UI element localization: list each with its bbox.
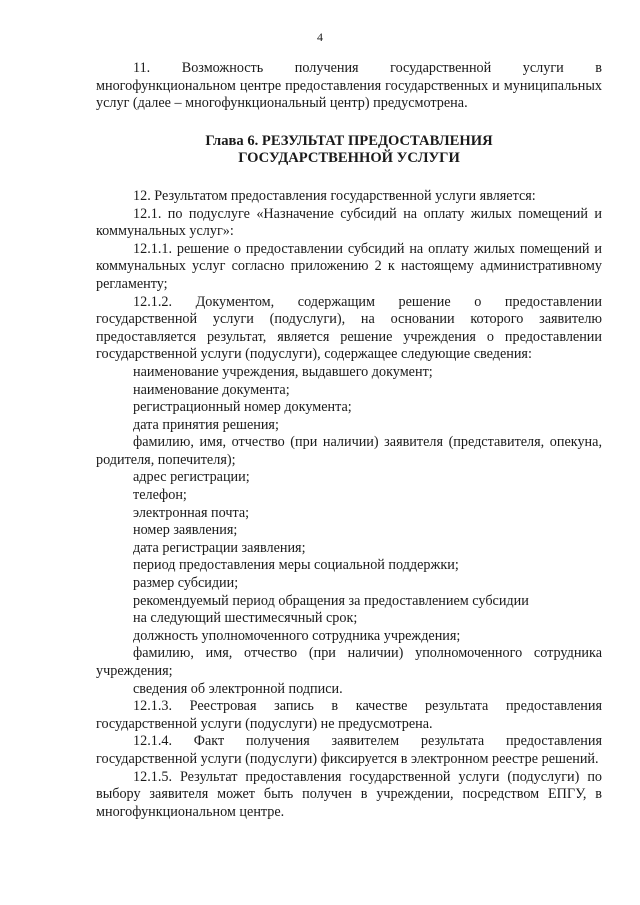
list-item: наименование учреждения, выдавшего документ;	[133, 363, 433, 380]
paragraph-12-1: 12.1. по подуслуге «Назначение субсидий на оплату жилых помещений и коммунальных услуг»:	[96, 205, 602, 240]
paragraph-12-1-4: 12.1.4. Факт получения заявителем результата предоставления государственной услуги (подуслуги) фиксируется в электронном реестре решений.	[96, 733, 602, 767]
list-item: период предоставления меры социальной поддержки;	[133, 557, 459, 574]
list-item: на следующий шестимесячный срок;	[133, 610, 358, 627]
chapter-heading-line-1: Глава 6. РЕЗУЛЬТАТ ПРЕДОСТАВЛЕНИЯ	[205, 132, 493, 149]
list-item: электронная почта;	[133, 504, 250, 521]
list-item: наименование документа;	[133, 381, 290, 398]
paragraph-12-1-3: 12.1.3. Реестровая запись в качестве результата предоставления государственной услуги (подуслуги) не предусмотрена.	[96, 698, 602, 732]
paragraph-12-1-2: 12.1.2. Документом, содержащим решение о предоставлении государственной услуги (подуслуги), на основании которого заявителю предоставляется результат, является решение учреждения о предоставлении государственной услуги (подуслуги), содержащее следующие сведения:	[96, 293, 602, 363]
list-item: дата регистрации заявления;	[133, 539, 306, 556]
list-item: сведения об электронной подписи.	[133, 680, 343, 697]
chapter-heading	[96, 133, 602, 168]
list-item: фамилию, имя, отчество (при наличии) уполномоченного сотрудника учреждения;	[96, 645, 602, 679]
chapter-heading-line-2: ГОСУДАРСТВЕННОЙ УСЛУГИ	[238, 150, 460, 167]
list-item: рекомендуемый период обращения за предоставлением субсидии	[133, 592, 529, 609]
list-item: номер заявления;	[133, 522, 238, 539]
page-number: 4	[317, 30, 323, 44]
paragraph-12: 12. Результатом предоставления государственной услуги является:	[133, 187, 536, 204]
paragraph-11: 11. Возможность получения государственной услуги в многофункциональном центре предоставления государственных и муниципальных услуг (далее – многофункциональный центр) предусмотрена.	[96, 60, 602, 112]
list-item: фамилию, имя, отчество (при наличии) заявителя (представителя, опекуна, родителя, попечителя);	[96, 434, 602, 468]
list-item: дата принятия решения;	[133, 416, 279, 433]
paragraph-12-1-5: 12.1.5. Результат предоставления государственной услуги (подуслуги) по выбору заявителя может быть получен в учреждении, посредством ЕПГУ, в многофункциональном центре.	[96, 768, 602, 820]
paragraph-12-1-1: 12.1.1. решение о предоставлении субсидий на оплату жилых помещений и коммунальных услуг согласно приложению 2 к настоящему административному регламенту;	[96, 240, 602, 292]
details-list	[96, 364, 602, 698]
list-item: телефон;	[133, 487, 187, 504]
list-item: должность уполномоченного сотрудника учреждения;	[133, 627, 461, 644]
list-item: размер субсидии;	[133, 575, 239, 592]
list-item: адрес регистрации;	[133, 469, 250, 486]
document-body	[96, 60, 602, 821]
list-item: регистрационный номер документа;	[133, 399, 352, 416]
